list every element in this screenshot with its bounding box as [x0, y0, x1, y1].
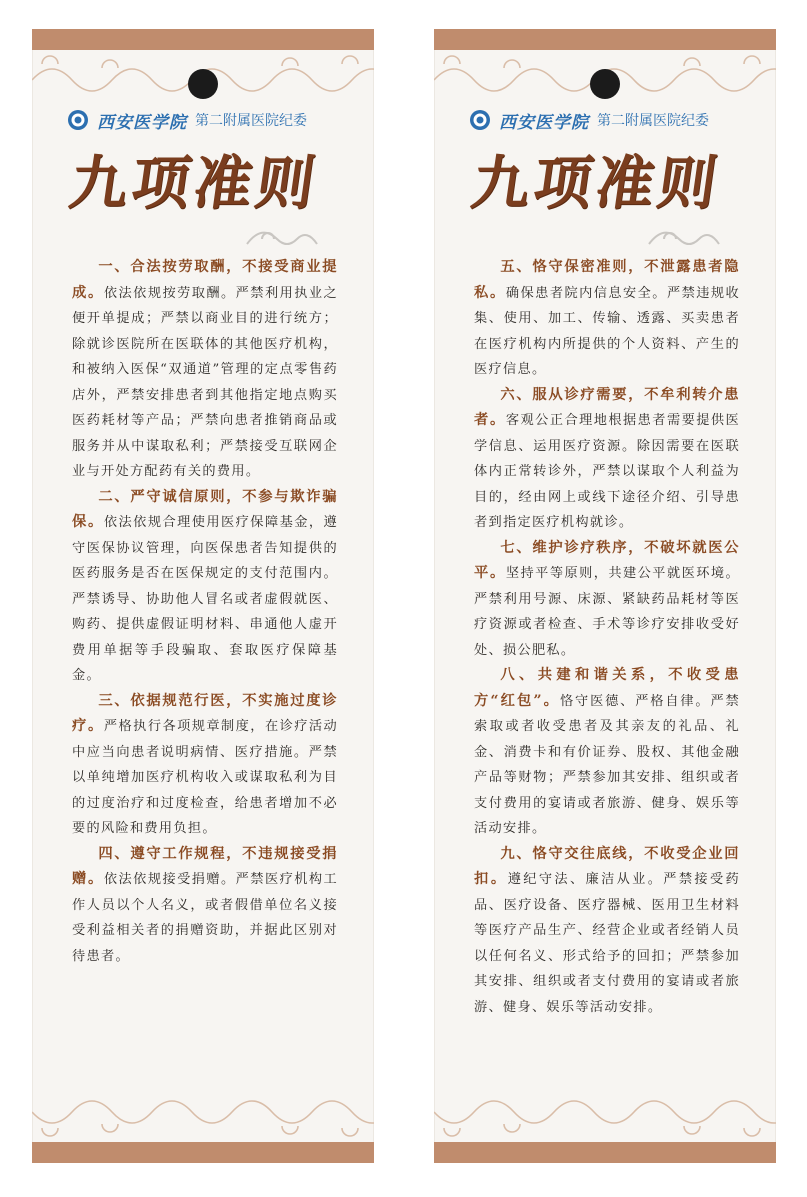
- rule-heading: 一、合法按劳取酬，不接受商业提成。: [72, 259, 338, 301]
- rule-item: [72, 485, 338, 689]
- cloud-swirl-icon: [242, 214, 322, 254]
- rule-body: 依法依规合理使用医疗保障基金，遵守医保协议管理，向医保患者告知提供的医药服务是否在医保规定的支付范围内。严禁诱导、协助他人冒名或者虚假就医、购药、提供虚假证明材料、串通他人虚开费用单据等手段骗取、套取医疗保障基金。: [72, 515, 338, 683]
- department-name: 第二附属医院纪委: [597, 113, 709, 129]
- brand-header: [67, 109, 307, 131]
- rule-heading: 四、遵守工作规程，不违规接受捐赠。: [72, 845, 338, 887]
- punch-hole: [188, 69, 218, 99]
- rule-body: 遵纪守法、廉洁从业。严禁接受药品、医疗设备、医疗器械、医用卫生材料等医疗产品生产、经营企业或者经销人员以任何名义、形式给予的回扣；严禁参加其安排、组织或者支付费用的宴请或者旅游、健身、娱乐等活动安排。: [474, 872, 741, 1015]
- brand-header: [469, 109, 709, 131]
- rule-item: [72, 255, 338, 485]
- rule-heading: 五、恪守保密准则，不泄露患者隐私。: [474, 259, 740, 301]
- rules-list: [72, 255, 338, 969]
- rule-item: [474, 255, 740, 383]
- rule-heading: 三、依据规范行医，不实施过度诊疗。: [72, 692, 338, 734]
- rule-body: 依法依规按劳取酬。严禁利用执业之便开单提成；严禁以商业目的进行统方；除就诊医院所在医联体的其他医疗机构，和被纳入医保“双通道”管理的定点零售药店外，严禁安排患者到其他指定地点购买医药耗材等产品；严禁向患者推销商品或服务并从中谋取私利；严禁接受互联网企业与开处方配药有关的费用。: [72, 285, 338, 479]
- rule-body: 依法依规接受捐赠。严禁医疗机构工作人员以个人名义，或者假借单位名义接受利益相关者的捐赠资助，并据此区别对待患者。: [72, 872, 338, 964]
- bottom-band: [32, 1142, 374, 1163]
- rule-item: [474, 842, 740, 1021]
- rules-list: [474, 255, 740, 1020]
- top-band: [32, 29, 374, 50]
- rule-heading: 九、恪守交往底线，不收受企业回扣。: [474, 845, 740, 887]
- rule-heading: 二、严守诚信原则，不参与欺诈骗保。: [72, 488, 338, 530]
- rule-body: 恪守医德、严格自律。严禁索取或者收受患者及其亲友的礼品、礼金、消费卡和有价证券、股权、其他金融产品等财物；严禁参加其安排、组织或者支付费用的宴请或者旅游、健身、娱乐等活动安排。: [474, 693, 740, 836]
- bookmark-card-left: [32, 29, 374, 1163]
- school-logo-icon: [67, 109, 89, 131]
- rule-item: [72, 689, 338, 842]
- school-name: 西安医学院: [499, 112, 589, 133]
- rule-item: [474, 663, 740, 842]
- rule-item: [72, 842, 338, 970]
- rule-item: [474, 536, 740, 664]
- page-title: 九项准则: [65, 149, 323, 217]
- cloud-pattern-bottom: [32, 1098, 374, 1142]
- school-name: 西安医学院: [97, 112, 187, 133]
- rule-body: 确保患者院内信息安全。严禁违规收集、使用、加工、传输、透露、买卖患者在医疗机构内所提供的个人资料、产生的医疗信息。: [474, 285, 740, 377]
- cloud-swirl-icon: [644, 214, 724, 254]
- rule-body: 坚持平等原则，共建公平就医环境。严禁利用号源、床源、紧缺药品耗材等医疗资源或者检查、手术等诊疗安排收受好处、损公肥私。: [474, 566, 740, 658]
- rule-heading: 八、共建和谐关系，不收受患方“红包”。: [474, 667, 740, 709]
- rule-item: [474, 383, 740, 536]
- page-title: 九项准则: [467, 149, 725, 217]
- cloud-pattern-bottom: [434, 1098, 776, 1142]
- school-logo-icon: [469, 109, 491, 131]
- rule-heading: 六、服从诊疗需要，不牟利转介患者。: [474, 386, 740, 428]
- bookmark-card-right: [434, 29, 776, 1163]
- top-band: [434, 29, 776, 50]
- bottom-band: [434, 1142, 776, 1163]
- department-name: 第二附属医院纪委: [195, 113, 307, 129]
- punch-hole: [590, 69, 620, 99]
- rule-heading: 七、维护诊疗秩序，不破坏就医公平。: [474, 539, 740, 581]
- rule-body: 客观公正合理地根据患者需要提供医学信息、运用医疗资源。除因需要在医联体内正常转诊外，严禁以谋取个人利益为目的，经由网上或线下途径介绍、引导患者到指定医疗机构就诊。: [474, 413, 740, 530]
- rule-body: 严格执行各项规章制度，在诊疗活动中应当向患者说明病情、医疗措施。严禁以单纯增加医疗机构收入或谋取私利为目的过度治疗和过度检查，给患者增加不必要的风险和费用负担。: [72, 719, 338, 836]
